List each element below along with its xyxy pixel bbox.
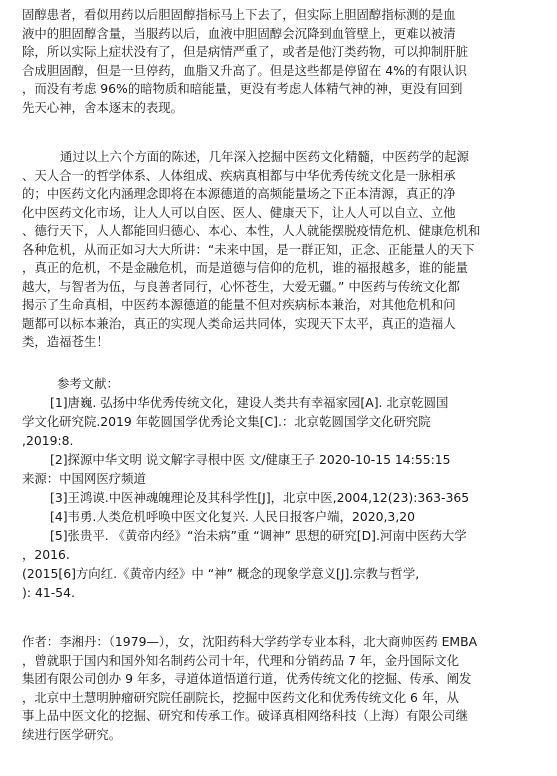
text-line: 作者：李湘丹：（1979—），女，沈阳药科大学药学专业本科，北大商帅医药 EMBA [22,634,478,649]
text-line: 通过以上六个方面的陈述，几年深入挖掘中医药文化精髓，中医药学的起源 [60,149,469,164]
text-line: 化中医药文化市场，让人人可以自医、医人、健康天下，让人人可以自立、立他 [22,204,456,220]
text-line: 各种危机，从而正如习大大所讲：“未来中国，是一群正知，正念、正能量人的天下 [22,241,475,257]
reference-line: (2015[6]方向红.《黄帝内经》中 “神” 概念的现象学意义[J].宗教与哲学, [22,566,420,581]
reference-line: [5]张贵平. 《黄帝内经》“治未病”重 “调神” 思想的研究[D].河南中医药大学 [50,528,467,543]
reference-line: [1]唐巍. 弘扬中华优秀传统文化，建设人类共有幸福家园[A]. 北京乾圆国 [50,395,449,410]
text-line: 固醇患者，看似用药以后胆固醇指标马上下去了，但实际上胆固醇指标测的是血 [22,7,456,22]
text-line: ，真正的危机，不是金融危机，而是道德与信仰的危机，谁的福报越多，谁的能量 [22,260,469,275]
reference-line: [2]探源中华文明 说文解字寻根中医 文/健康王子 2020-10-15 14:55:15 [50,452,451,467]
text-line: ，曾就职于国内和国外知名制药公司十年，代理和分销药品 7 年，金丹国际文化 [22,652,460,668]
reference-line: 来源：中国网医疗频道 [22,471,146,486]
text-line: 合成胆固醇，但是一旦停药，血脂又升高了。但是这些都是停留在 4%的有限认识 [22,62,467,78]
text-line: 液中的胆固醇含量，当服药以后，血液中胆固醇会沉降到血管壁上，更难以被清 [22,25,456,41]
text-line: 越大，与智者为伍，与良善者同行，心怀苍生，大爱无疆。” 中医药与传统文化都 [22,278,460,294]
text-line: 类，造福苍生！ [22,334,109,349]
body-paragraph-top [22,6,536,117]
text-line: 题都可以标本兼治，真正的实现人类命运共同体，实现天下太平，真正的造福人 [22,315,456,331]
text-line: 除，所以实际上症状没有了，但是病情严重了，或者是他汀类药物，可以抑制肝脏 [22,44,469,59]
text-line: 揭示了生命真相，中医药本源德道的能量不但对疾病标本兼治，对其他危机和问 [22,297,456,312]
references-heading: 参考文献： [57,376,119,391]
text-line: 集团有限公司创办 9 年多，寻道体道悟道行道，优秀传统文化的挖掘、传承、阐发 [22,671,472,686]
text-line: ，北京中土慧明肿瘤研究院任副院长，挖掘中医药文化和优秀传统文化 6 年，从 [22,689,460,705]
text-line: ，而没有考虑 96%的暗物质和暗能量，更没有考虑人体精气神的神，更没有回到 [22,81,463,96]
references-section [22,374,536,602]
conclusion-paragraph [22,148,536,352]
text-line: 、天人合一的哲学体系、人体组成、疾病真相都与中华优秀传统文化是一脉相承 [22,167,456,183]
text-line: 的；中医药文化内涵理念即将在本源德道的高频能量场之下正本清源，真正的净 [22,186,456,201]
text-line: 续进行医学研究。 [22,726,122,742]
text-line: 事上品中医文化的挖掘、研究和传承工作。破译真相网络科技（上海）有限公司继 [22,708,469,723]
text-line: 先天心神，舍本逐末的表现。 [22,99,184,115]
reference-line: ，2016. [22,547,70,562]
reference-line: ,2019:8. [22,433,74,448]
author-bio [22,633,536,744]
reference-line: [3]王鸿谟.中医神魂魄理论及其科学性[J]，北京中医,2004,12(23):363-365 [50,490,470,505]
reference-line: [4]韦勇.人类危机呼唤中医文化复兴. 人民日报客户端，2020,3,20 [50,509,416,524]
reference-line: ): 41-54. [22,585,75,600]
reference-line: 学文化研究院.2019 年乾圆国学优秀论文集[C].：北京乾圆国学文化研究院 [22,414,431,429]
text-line: 、德行天下，人人都能回归德心、本心、本性，人人就能摆脱疫情危机、健康危机和 [22,223,481,238]
